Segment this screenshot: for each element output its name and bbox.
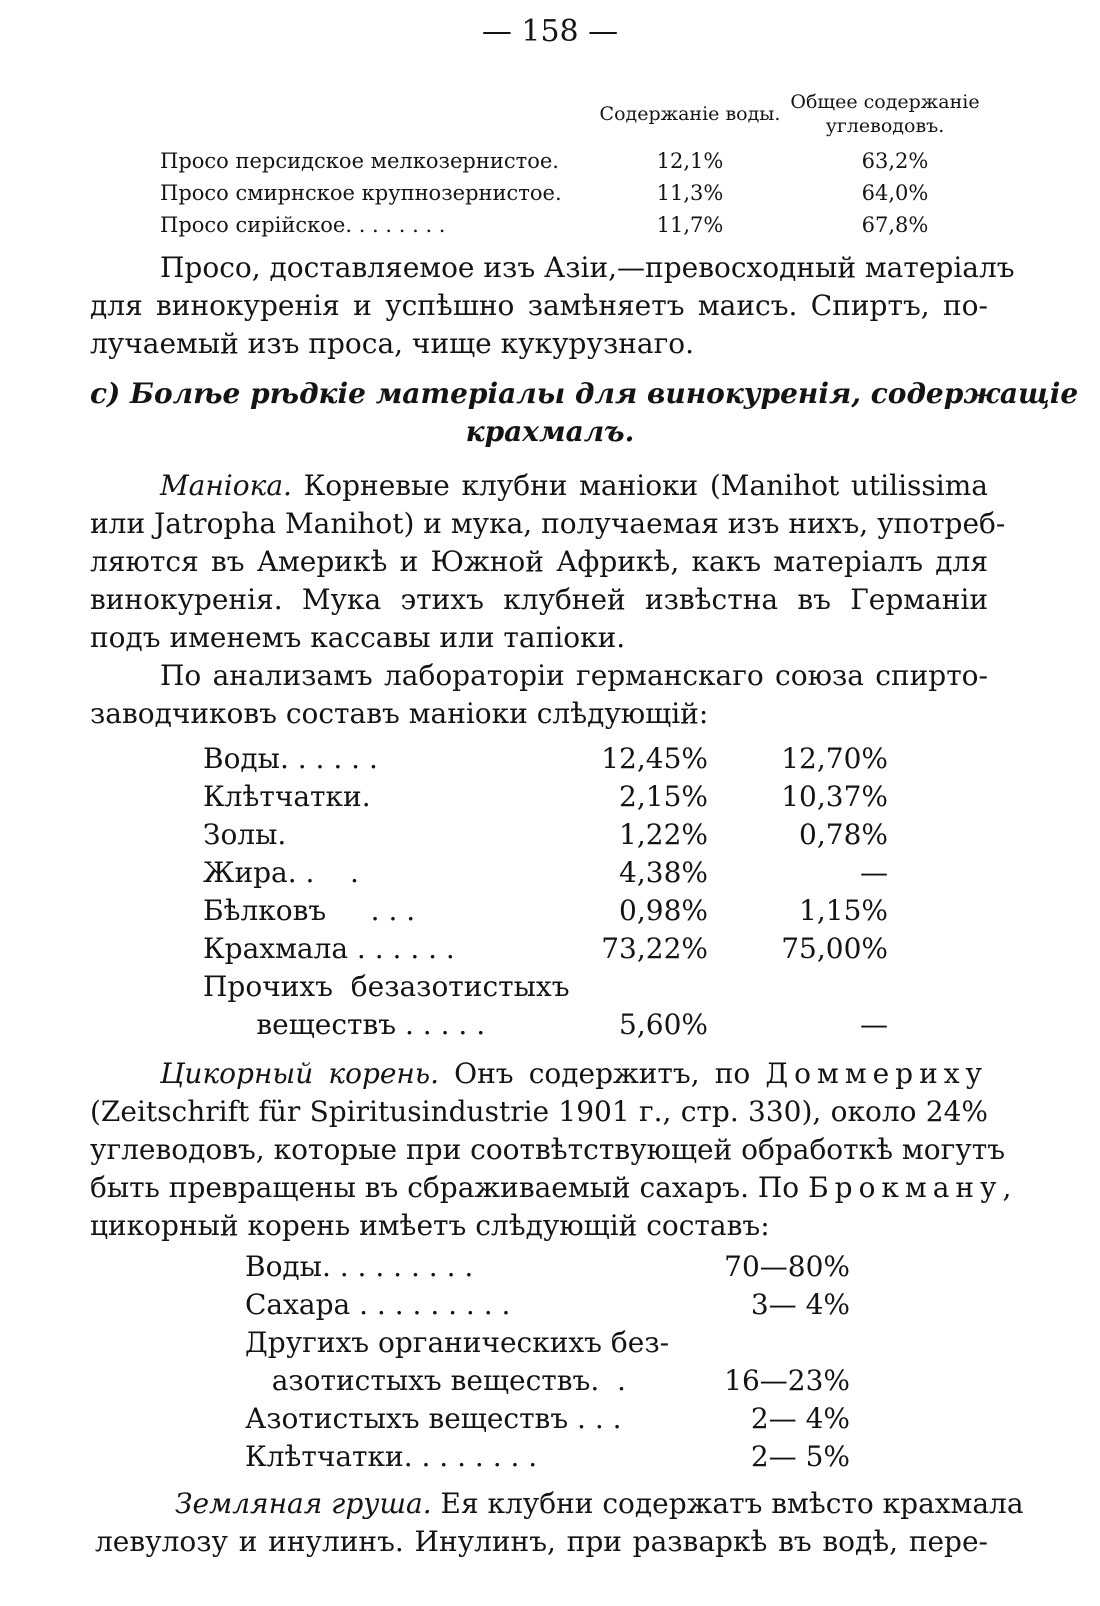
paragraph-line: Цикорный корень. Онъ содержитъ, по Доммериху bbox=[160, 1057, 989, 1090]
paragraph-line: лучаемый изъ проса, чище кукурузнаго. bbox=[90, 327, 695, 360]
table-row: Клѣтчатки. 2,15% 10,37% bbox=[203, 780, 888, 813]
table-row: Бѣлковъ . . . 0,98% 1,15% bbox=[203, 894, 888, 927]
page-number: — 158 — bbox=[481, 14, 619, 49]
table-row bbox=[160, 178, 960, 208]
table-row: Золы. 1,22% 0,78% bbox=[203, 818, 888, 851]
table-row: Воды. . . . . . . . . 70—80% bbox=[245, 1250, 850, 1283]
paragraph-line: винокуренія. Мука этихъ клубней извѣстна въ Германіи bbox=[90, 583, 988, 616]
table-row: Клѣтчатки. . . . . . . . 2— 5% bbox=[245, 1440, 850, 1473]
table-row: Сахара . . . . . . . . . 3— 4% bbox=[245, 1288, 850, 1321]
row-carbs: 64,0% bbox=[861, 181, 929, 205]
paragraph-line: Земляная груша. Ея клубни содержатъ вмѣсто крахмала bbox=[175, 1487, 1024, 1520]
paragraph-line: заводчиковъ составъ маніоки слѣдующій: bbox=[90, 697, 709, 730]
paragraph-line: левулозу и инулинъ. Инулинъ, при разваркѣ въ водѣ, пере- bbox=[95, 1525, 988, 1558]
row-name: Просо смирнское крупнозернистое. bbox=[160, 181, 562, 205]
paragraph-line: По анализамъ лабораторіи германскаго союза спирто- bbox=[160, 659, 988, 692]
row-water: 12,1% bbox=[656, 149, 724, 173]
table-row: Воды. . . . . . 12,45% 12,70% bbox=[203, 742, 888, 775]
paragraph-line: для винокуренія и успѣшно замѣняетъ маисъ. Спиртъ, по- bbox=[90, 289, 988, 322]
table-row bbox=[160, 210, 960, 240]
table-row: Другихъ органическихъ без- bbox=[245, 1326, 670, 1359]
row-name: Просо сирійское. . . . . . . . bbox=[160, 213, 446, 237]
paragraph-line: быть превращены въ сбраживаемый сахаръ. По Брокману, bbox=[90, 1171, 1018, 1204]
paragraph-line: ляются въ Америкѣ и Южной Африкѣ, какъ матеріалъ для bbox=[90, 545, 988, 578]
table-row: Крахмала . . . . . . 73,22% 75,00% bbox=[203, 932, 888, 965]
table-row bbox=[160, 146, 960, 176]
term-manioc: Маніока. bbox=[160, 469, 292, 502]
paragraph-line: углеводовъ, которые при соотвѣтствующей обработкѣ могутъ bbox=[90, 1133, 1006, 1166]
table-row: Прочихъ безазотистыхъ bbox=[203, 970, 570, 1003]
author-name: Доммериху bbox=[765, 1057, 989, 1090]
section-heading: c) Болѣе рѣдкіе матеріалы для винокуренія, содержащіе bbox=[90, 377, 1079, 410]
term-earth-pear: Земляная груша. bbox=[175, 1487, 432, 1520]
paragraph-line: подъ именемъ кассавы или тапіоки. bbox=[90, 621, 626, 654]
header-carbohydrate-content: Общее содержаніе углеводовъ. bbox=[790, 91, 980, 137]
table-row: азотистыхъ веществъ. . 16—23% bbox=[245, 1364, 850, 1397]
row-carbs: 63,2% bbox=[861, 149, 929, 173]
author-name: Брокману, bbox=[808, 1171, 1018, 1204]
row-water: 11,7% bbox=[656, 213, 724, 237]
row-carbs: 67,8% bbox=[861, 213, 929, 237]
paragraph-line: цикорный корень имѣетъ слѣдующій составъ: bbox=[90, 1209, 770, 1242]
table-row: Жира. . . 4,38% — bbox=[203, 856, 888, 889]
term-chicory: Цикорный корень. bbox=[160, 1057, 440, 1090]
paragraph-line: или Jatropha Manihot) и мука, получаемая изъ нихъ, употреб- bbox=[90, 507, 1006, 540]
row-name: Просо персидское мелкозернистое. bbox=[160, 149, 559, 173]
table-row: Азотистыхъ веществъ . . . 2— 4% bbox=[245, 1402, 850, 1435]
paragraph-line: Просо, доставляемое изъ Азіи,—превосходный матеріалъ bbox=[160, 251, 1015, 284]
table-row: веществъ . . . . . 5,60% — bbox=[203, 1008, 888, 1041]
header-water-content: Содержаніе воды. bbox=[599, 103, 781, 125]
paragraph-line: Маніока. Корневые клубни маніоки (Manihot utilissima bbox=[160, 469, 988, 502]
paragraph-line: (Zeitschrift für Spiritusindustrie 1901 г., стр. 330), около 24% bbox=[90, 1095, 988, 1128]
section-heading-continued: крахмалъ. bbox=[465, 415, 635, 448]
row-water: 11,3% bbox=[656, 181, 724, 205]
